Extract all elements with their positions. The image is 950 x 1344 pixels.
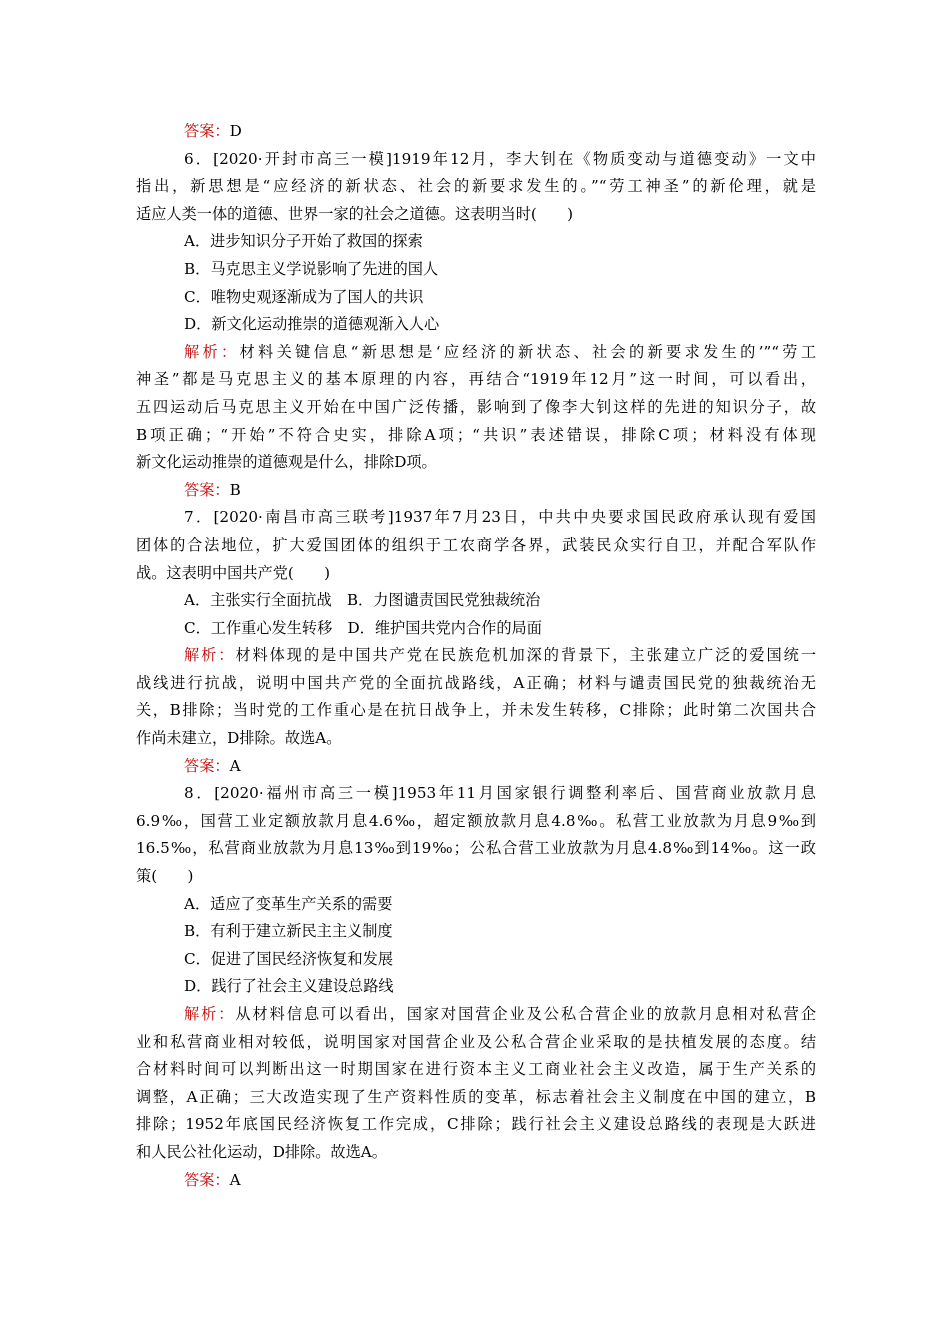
explanation-line: 和人民公社化运动，D排除。故选A。	[136, 1142, 387, 1161]
explanation-label: 解析：	[184, 342, 240, 361]
question-stem-line: 7．[2020·南昌市高三联考]1937年7月23日，中共中央要求国民政府承认现有爱国	[184, 508, 816, 527]
option-row: C．工作重心发生转移 D．维护国共党内合作的局面	[184, 618, 542, 637]
explanation-line	[136, 339, 816, 367]
answer-line	[136, 753, 816, 781]
explanation-text: 材料体现的是中国共产党在民族危机加深的背景下，主张建立广泛的爱国统一	[235, 646, 817, 665]
explanation-line	[136, 1001, 816, 1029]
option-row: A．主张实行全面抗战 B．力图谴责国民党独裁统治	[184, 591, 541, 610]
answer-line	[136, 118, 816, 146]
answer-value: A	[229, 756, 241, 775]
explanation-label: 解析：	[184, 646, 236, 665]
option-b: B．有利于建立新民主主义制度	[184, 922, 393, 941]
option-d: D．新文化运动推崇的道德观渐入人心	[184, 315, 440, 334]
question-stem-line: 团体的合法地位，扩大爱国团体的组织于工农商学各界，武装民众实行自卫，并配合军队作	[136, 535, 816, 554]
answer-value: A	[229, 1170, 241, 1189]
explanation-line: 五四运动后马克思主义开始在中国广泛传播，影响到了像李大钊这样的先进的知识分子，故	[136, 397, 816, 416]
question-stem-line: 6．[2020·开封市高三一模]1919年12月，李大钊在《物质变动与道德变动》一文中	[184, 149, 816, 168]
answer-label: 答案：	[184, 480, 230, 499]
answer-line	[136, 477, 816, 505]
answer-value: D	[229, 122, 242, 140]
document-page	[136, 118, 816, 1194]
explanation-line: 排除；1952年底国民经济恢复工作完成，C排除；践行社会主义建设总路线的表现是大跃进	[136, 1115, 816, 1134]
answer-line	[136, 1167, 816, 1195]
option-d: D．践行了社会主义建设总路线	[184, 977, 394, 996]
explanation-text: 从材料信息可以看出，国家对国营企业及公私合营企业的放款月息相对私营企	[235, 1005, 817, 1023]
question-stem-line: 8．[2020·福州市高三一模]1953年11月国家银行调整利率后、国营商业放款月息	[184, 784, 816, 803]
question-stem-line: 6.9‰，国营工业定额放款月息4.6‰，超定额放款月息4.8‰。私营工业放款为月息9‰到	[136, 811, 816, 830]
option-c: C．唯物史观逐渐成为了国人的共识	[184, 287, 424, 306]
explanation-line: 神圣”都是马克思主义的基本原理的内容，再结合“1919年12月”这一时间，可以看出，	[136, 370, 816, 389]
question-6	[136, 146, 816, 505]
question-stem-line: 指出，新思想是“应经济的新状态、社会的新要求发生的。”“劳工神圣”的新伦理，就是	[136, 177, 816, 196]
question-7	[136, 504, 816, 780]
answer-value: B	[229, 480, 241, 499]
explanation-line: B项正确；“开始”不符合史实，排除A项；“共识”表述错误，排除C项；材料没有体现	[136, 425, 816, 444]
explanation-line	[136, 642, 816, 670]
answer-label: 答案：	[184, 756, 230, 775]
answer-label: 答案：	[184, 122, 230, 140]
question-stem-line: 适应人类一体的道德、世界一家的社会之道德。这表明当时( )	[136, 204, 574, 223]
question-stem-line: 战。这表明中国共产党( )	[136, 563, 331, 582]
explanation-text: 材料关键信息“新思想是‘应经济的新状态、社会的新要求发生的’”“劳工	[239, 342, 817, 361]
option-b: B．马克思主义学说影响了先进的国人	[184, 259, 439, 278]
explanation-line: 合材料时间可以判断出这一时期国家在进行资本主义工商业社会主义改造，属于生产关系的	[136, 1060, 816, 1079]
explanation-line: 业和私营商业相对较低，说明国家对国营企业及公私合营企业采取的是扶植发展的态度。结	[136, 1032, 816, 1051]
explanation-line: 作尚未建立，D排除。故选A。	[136, 729, 342, 748]
explanation-label: 解析：	[184, 1005, 236, 1023]
explanation-line: 战线进行抗战，说明中国共产党的全面抗战路线，A正确；材料与谴责国民党的独裁统治无	[136, 673, 816, 692]
option-c: C．促进了国民经济恢复和发展	[184, 949, 394, 968]
question-stem-line: 16.5‰，私营商业放款为月息13‰到19‰；公私合营工业放款为月息4.8‰到14‰。这一政	[136, 839, 816, 858]
explanation-line: 新文化运动推崇的道德观是什么，排除D项。	[136, 453, 437, 472]
option-a: A．进步知识分子开始了救国的探索	[184, 232, 423, 251]
option-a: A．适应了变革生产关系的需要	[184, 894, 393, 913]
question-8	[136, 780, 816, 1194]
question-stem-line: 策( )	[136, 867, 194, 886]
answer-label: 答案：	[184, 1170, 230, 1189]
explanation-line: 调整，A正确；三大改造实现了生产资料性质的变革，标志着社会主义制度在中国的建立，B	[136, 1087, 816, 1106]
explanation-line: 关，B排除；当时党的工作重心是在抗日战争上，并未发生转移，C排除；此时第二次国共合	[136, 701, 816, 720]
